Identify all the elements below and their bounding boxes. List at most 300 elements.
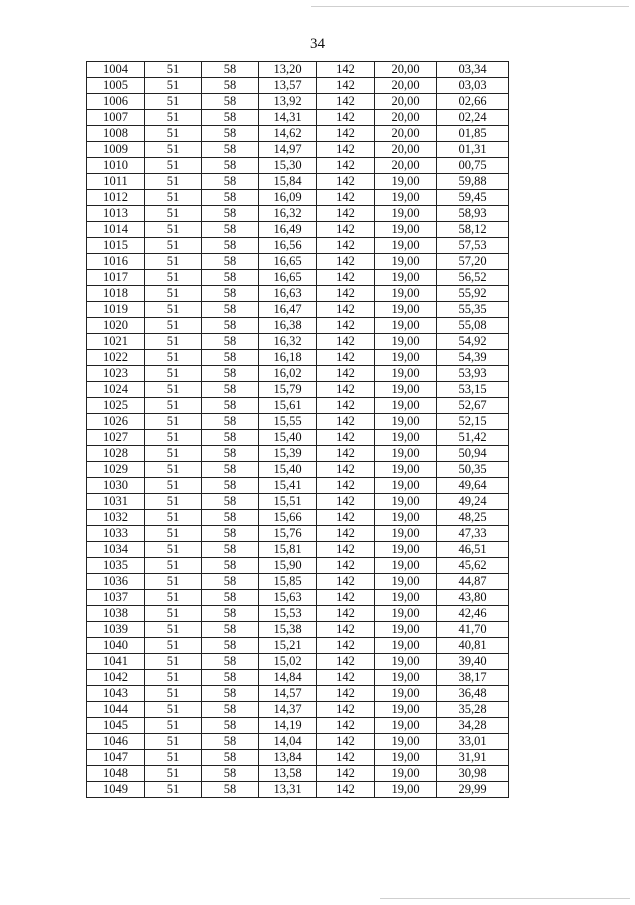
table-cell: 1018 (87, 286, 145, 302)
table-cell: 142 (317, 254, 375, 270)
table-cell: 54,92 (437, 334, 509, 350)
table-cell: 02,66 (437, 94, 509, 110)
table-cell: 51 (145, 190, 202, 206)
table-row (87, 94, 509, 110)
table-row (87, 718, 509, 734)
table-cell: 58 (202, 318, 259, 334)
table-cell: 53,15 (437, 382, 509, 398)
table-cell: 58 (202, 126, 259, 142)
table-cell: 142 (317, 494, 375, 510)
table-cell: 58 (202, 62, 259, 78)
table-row (87, 62, 509, 78)
table-cell: 142 (317, 366, 375, 382)
table-cell: 142 (317, 766, 375, 782)
table-cell: 15,38 (259, 622, 317, 638)
table-row (87, 158, 509, 174)
table-cell: 51 (145, 446, 202, 462)
table-cell: 00,75 (437, 158, 509, 174)
table-cell: 142 (317, 414, 375, 430)
table-cell: 1013 (87, 206, 145, 222)
table-cell: 58 (202, 270, 259, 286)
table-cell: 15,90 (259, 558, 317, 574)
table-cell: 20,00 (375, 62, 437, 78)
table-cell: 19,00 (375, 638, 437, 654)
table-cell: 46,51 (437, 542, 509, 558)
table-cell: 142 (317, 318, 375, 334)
table-cell: 19,00 (375, 302, 437, 318)
table-cell: 58 (202, 414, 259, 430)
table-cell: 49,24 (437, 494, 509, 510)
table-row (87, 366, 509, 382)
table-cell: 1042 (87, 670, 145, 686)
table-cell: 1004 (87, 62, 145, 78)
table-cell: 15,66 (259, 510, 317, 526)
table-cell: 19,00 (375, 734, 437, 750)
table-cell: 19,00 (375, 238, 437, 254)
table-cell: 58 (202, 366, 259, 382)
table-cell: 58 (202, 526, 259, 542)
table-cell: 15,76 (259, 526, 317, 542)
table-row (87, 286, 509, 302)
table-cell: 01,85 (437, 126, 509, 142)
table-cell: 1008 (87, 126, 145, 142)
table-cell: 59,45 (437, 190, 509, 206)
table-cell: 142 (317, 654, 375, 670)
table-row (87, 686, 509, 702)
table-cell: 142 (317, 174, 375, 190)
table-cell: 51 (145, 142, 202, 158)
table-cell: 51 (145, 558, 202, 574)
table-cell: 51 (145, 430, 202, 446)
table-row (87, 382, 509, 398)
table-cell: 33,01 (437, 734, 509, 750)
table-cell: 15,79 (259, 382, 317, 398)
table-cell: 15,53 (259, 606, 317, 622)
table-cell: 39,40 (437, 654, 509, 670)
page-number: 34 (310, 36, 325, 52)
table-row (87, 318, 509, 334)
table-cell: 20,00 (375, 126, 437, 142)
bottom-rule (380, 898, 630, 899)
table-cell: 57,20 (437, 254, 509, 270)
table-cell: 14,57 (259, 686, 317, 702)
table-row (87, 334, 509, 350)
table-cell: 48,25 (437, 510, 509, 526)
table-cell: 142 (317, 238, 375, 254)
table-cell: 15,63 (259, 590, 317, 606)
table-cell: 19,00 (375, 318, 437, 334)
table-cell: 40,81 (437, 638, 509, 654)
table-row (87, 142, 509, 158)
table-cell: 1026 (87, 414, 145, 430)
table-cell: 52,15 (437, 414, 509, 430)
table-cell: 51 (145, 654, 202, 670)
table-cell: 51 (145, 734, 202, 750)
table-cell: 142 (317, 142, 375, 158)
table-cell: 16,63 (259, 286, 317, 302)
table-cell: 58 (202, 606, 259, 622)
table-cell: 51 (145, 638, 202, 654)
table-cell: 14,31 (259, 110, 317, 126)
table-cell: 58 (202, 446, 259, 462)
table-row (87, 734, 509, 750)
table-row (87, 526, 509, 542)
table-cell: 16,49 (259, 222, 317, 238)
table-row (87, 590, 509, 606)
table-cell: 1039 (87, 622, 145, 638)
table-cell: 1025 (87, 398, 145, 414)
table-cell: 142 (317, 702, 375, 718)
table-cell: 142 (317, 302, 375, 318)
table-cell: 1022 (87, 350, 145, 366)
table-cell: 14,04 (259, 734, 317, 750)
table-cell: 51 (145, 318, 202, 334)
table-cell: 58 (202, 190, 259, 206)
table-cell: 1027 (87, 430, 145, 446)
table-cell: 58 (202, 702, 259, 718)
table-cell: 15,40 (259, 462, 317, 478)
table-cell: 142 (317, 286, 375, 302)
table-cell: 51 (145, 110, 202, 126)
table-cell: 1049 (87, 782, 145, 798)
table-cell: 58 (202, 94, 259, 110)
table-row (87, 238, 509, 254)
table-cell: 19,00 (375, 622, 437, 638)
table-row (87, 174, 509, 190)
table-cell: 58 (202, 398, 259, 414)
table-cell: 51 (145, 350, 202, 366)
table-cell: 1007 (87, 110, 145, 126)
table-cell: 142 (317, 126, 375, 142)
table-cell: 1010 (87, 158, 145, 174)
table-cell: 142 (317, 558, 375, 574)
table-cell: 51 (145, 334, 202, 350)
table-cell: 51 (145, 126, 202, 142)
table-cell: 15,84 (259, 174, 317, 190)
table-row (87, 782, 509, 798)
table-cell: 45,62 (437, 558, 509, 574)
table-row (87, 446, 509, 462)
table-cell: 142 (317, 158, 375, 174)
table-cell: 16,09 (259, 190, 317, 206)
table-cell: 1033 (87, 526, 145, 542)
table-row (87, 270, 509, 286)
table-row (87, 350, 509, 366)
table-row (87, 622, 509, 638)
table-cell: 14,84 (259, 670, 317, 686)
table-cell: 142 (317, 94, 375, 110)
table-cell: 51 (145, 478, 202, 494)
table-cell: 58 (202, 462, 259, 478)
table-cell: 58 (202, 158, 259, 174)
table-cell: 19,00 (375, 558, 437, 574)
table-cell: 02,24 (437, 110, 509, 126)
table-cell: 1011 (87, 174, 145, 190)
table-cell: 1037 (87, 590, 145, 606)
table-cell: 16,38 (259, 318, 317, 334)
table-cell: 58 (202, 222, 259, 238)
table-cell: 58 (202, 574, 259, 590)
table-cell: 19,00 (375, 654, 437, 670)
table-cell: 51 (145, 62, 202, 78)
table-row (87, 478, 509, 494)
table-cell: 19,00 (375, 446, 437, 462)
table-cell: 38,17 (437, 670, 509, 686)
table-cell: 13,57 (259, 78, 317, 94)
table-cell: 41,70 (437, 622, 509, 638)
table-cell: 57,53 (437, 238, 509, 254)
table-cell: 58 (202, 494, 259, 510)
table-row (87, 462, 509, 478)
table-cell: 1041 (87, 654, 145, 670)
table-cell: 58 (202, 558, 259, 574)
table-cell: 1017 (87, 270, 145, 286)
table-cell: 20,00 (375, 158, 437, 174)
table-cell: 51 (145, 254, 202, 270)
table-cell: 52,67 (437, 398, 509, 414)
table-row (87, 574, 509, 590)
table-row (87, 510, 509, 526)
table-cell: 51 (145, 510, 202, 526)
table-cell: 1047 (87, 750, 145, 766)
table-cell: 58 (202, 782, 259, 798)
table-cell: 58 (202, 254, 259, 270)
table-cell: 142 (317, 478, 375, 494)
table-cell: 03,03 (437, 78, 509, 94)
table-cell: 142 (317, 462, 375, 478)
table-cell: 51 (145, 686, 202, 702)
table-cell: 55,08 (437, 318, 509, 334)
table-cell: 15,81 (259, 542, 317, 558)
table-cell: 142 (317, 78, 375, 94)
table-cell: 1031 (87, 494, 145, 510)
table-cell: 19,00 (375, 782, 437, 798)
table-row (87, 654, 509, 670)
table-cell: 58 (202, 142, 259, 158)
table-cell: 16,65 (259, 270, 317, 286)
table-cell: 42,46 (437, 606, 509, 622)
table-cell: 16,65 (259, 254, 317, 270)
table-cell: 19,00 (375, 382, 437, 398)
table-row (87, 222, 509, 238)
table-cell: 19,00 (375, 590, 437, 606)
table-cell: 142 (317, 270, 375, 286)
table-cell: 142 (317, 382, 375, 398)
table-cell: 19,00 (375, 718, 437, 734)
table-cell: 16,56 (259, 238, 317, 254)
table-cell: 58 (202, 174, 259, 190)
table-cell: 1009 (87, 142, 145, 158)
table-cell: 51 (145, 766, 202, 782)
table-cell: 142 (317, 686, 375, 702)
table-cell: 13,58 (259, 766, 317, 782)
table-cell: 1048 (87, 766, 145, 782)
table-cell: 19,00 (375, 462, 437, 478)
table-cell: 58 (202, 750, 259, 766)
table-cell: 1030 (87, 478, 145, 494)
table-cell: 51 (145, 542, 202, 558)
table-cell: 51 (145, 270, 202, 286)
table-cell: 51 (145, 670, 202, 686)
table-cell: 19,00 (375, 702, 437, 718)
table-cell: 19,00 (375, 542, 437, 558)
table-cell: 51 (145, 302, 202, 318)
table-cell: 15,21 (259, 638, 317, 654)
table-cell: 1016 (87, 254, 145, 270)
table-cell: 58 (202, 718, 259, 734)
table-cell: 142 (317, 638, 375, 654)
table-cell: 142 (317, 606, 375, 622)
table-cell: 19,00 (375, 750, 437, 766)
table-cell: 20,00 (375, 142, 437, 158)
table-cell: 16,47 (259, 302, 317, 318)
table-cell: 51 (145, 782, 202, 798)
table-cell: 58 (202, 206, 259, 222)
table-cell: 1020 (87, 318, 145, 334)
top-rule (311, 6, 629, 7)
table-cell: 1046 (87, 734, 145, 750)
table-cell: 15,02 (259, 654, 317, 670)
table-cell: 58 (202, 302, 259, 318)
table-cell: 03,34 (437, 62, 509, 78)
table-cell: 1034 (87, 542, 145, 558)
table-cell: 142 (317, 590, 375, 606)
table-cell: 142 (317, 670, 375, 686)
table-cell: 1021 (87, 334, 145, 350)
table-cell: 59,88 (437, 174, 509, 190)
table-cell: 19,00 (375, 670, 437, 686)
table-cell: 14,62 (259, 126, 317, 142)
table-cell: 19,00 (375, 478, 437, 494)
table-cell: 14,37 (259, 702, 317, 718)
table-cell: 1045 (87, 718, 145, 734)
table-cell: 51 (145, 718, 202, 734)
table-cell: 47,33 (437, 526, 509, 542)
table-cell: 58 (202, 478, 259, 494)
table-cell: 50,35 (437, 462, 509, 478)
table-cell: 1006 (87, 94, 145, 110)
table-cell: 51 (145, 622, 202, 638)
table-cell: 56,52 (437, 270, 509, 286)
table-cell: 51 (145, 590, 202, 606)
table-cell: 19,00 (375, 510, 437, 526)
table-cell: 14,97 (259, 142, 317, 158)
table-cell: 58 (202, 542, 259, 558)
table-cell: 142 (317, 398, 375, 414)
table-row (87, 558, 509, 574)
table-cell: 1032 (87, 510, 145, 526)
table-cell: 142 (317, 750, 375, 766)
table-row (87, 542, 509, 558)
table-row (87, 398, 509, 414)
table-cell: 19,00 (375, 686, 437, 702)
table-cell: 19,00 (375, 606, 437, 622)
table-cell: 20,00 (375, 94, 437, 110)
table-cell: 13,20 (259, 62, 317, 78)
table-cell: 142 (317, 350, 375, 366)
table-cell: 142 (317, 334, 375, 350)
table-row (87, 606, 509, 622)
table-cell: 31,91 (437, 750, 509, 766)
table-cell: 1044 (87, 702, 145, 718)
table-cell: 1043 (87, 686, 145, 702)
table-cell: 44,87 (437, 574, 509, 590)
table-cell: 58 (202, 350, 259, 366)
table-row (87, 494, 509, 510)
table-cell: 54,39 (437, 350, 509, 366)
table-cell: 1012 (87, 190, 145, 206)
table-cell: 142 (317, 222, 375, 238)
table-cell: 142 (317, 526, 375, 542)
table-cell: 51 (145, 366, 202, 382)
table-cell: 16,18 (259, 350, 317, 366)
table-cell: 13,31 (259, 782, 317, 798)
table-cell: 1036 (87, 574, 145, 590)
table-cell: 55,92 (437, 286, 509, 302)
table-cell: 58,93 (437, 206, 509, 222)
table-cell: 58 (202, 686, 259, 702)
table-cell: 19,00 (375, 206, 437, 222)
table-row (87, 190, 509, 206)
table-cell: 13,92 (259, 94, 317, 110)
table-cell: 49,64 (437, 478, 509, 494)
table-cell: 51 (145, 526, 202, 542)
table-row (87, 702, 509, 718)
table-cell: 51 (145, 238, 202, 254)
table-cell: 51 (145, 286, 202, 302)
table-cell: 19,00 (375, 350, 437, 366)
table-cell: 19,00 (375, 574, 437, 590)
table-cell: 51,42 (437, 430, 509, 446)
table-cell: 142 (317, 734, 375, 750)
table-cell: 142 (317, 782, 375, 798)
table-cell: 1023 (87, 366, 145, 382)
table-row (87, 750, 509, 766)
table-cell: 142 (317, 574, 375, 590)
table-cell: 19,00 (375, 334, 437, 350)
table-cell: 58 (202, 238, 259, 254)
table-cell: 19,00 (375, 174, 437, 190)
table-cell: 16,02 (259, 366, 317, 382)
table-cell: 36,48 (437, 686, 509, 702)
table-cell: 34,28 (437, 718, 509, 734)
table-cell: 19,00 (375, 430, 437, 446)
table-cell: 35,28 (437, 702, 509, 718)
table-row (87, 638, 509, 654)
table-cell: 51 (145, 702, 202, 718)
table-row (87, 110, 509, 126)
table-cell: 51 (145, 158, 202, 174)
table-cell: 19,00 (375, 766, 437, 782)
table-cell: 1014 (87, 222, 145, 238)
table-cell: 15,40 (259, 430, 317, 446)
table-row (87, 766, 509, 782)
table-cell: 29,99 (437, 782, 509, 798)
table-cell: 19,00 (375, 398, 437, 414)
table-cell: 19,00 (375, 190, 437, 206)
table-cell: 142 (317, 542, 375, 558)
table-cell: 19,00 (375, 366, 437, 382)
table-cell: 16,32 (259, 206, 317, 222)
table-cell: 51 (145, 206, 202, 222)
table-cell: 58,12 (437, 222, 509, 238)
table-cell: 51 (145, 414, 202, 430)
table-cell: 51 (145, 494, 202, 510)
table-cell: 58 (202, 430, 259, 446)
table-cell: 142 (317, 190, 375, 206)
table-cell: 58 (202, 622, 259, 638)
table-cell: 51 (145, 78, 202, 94)
